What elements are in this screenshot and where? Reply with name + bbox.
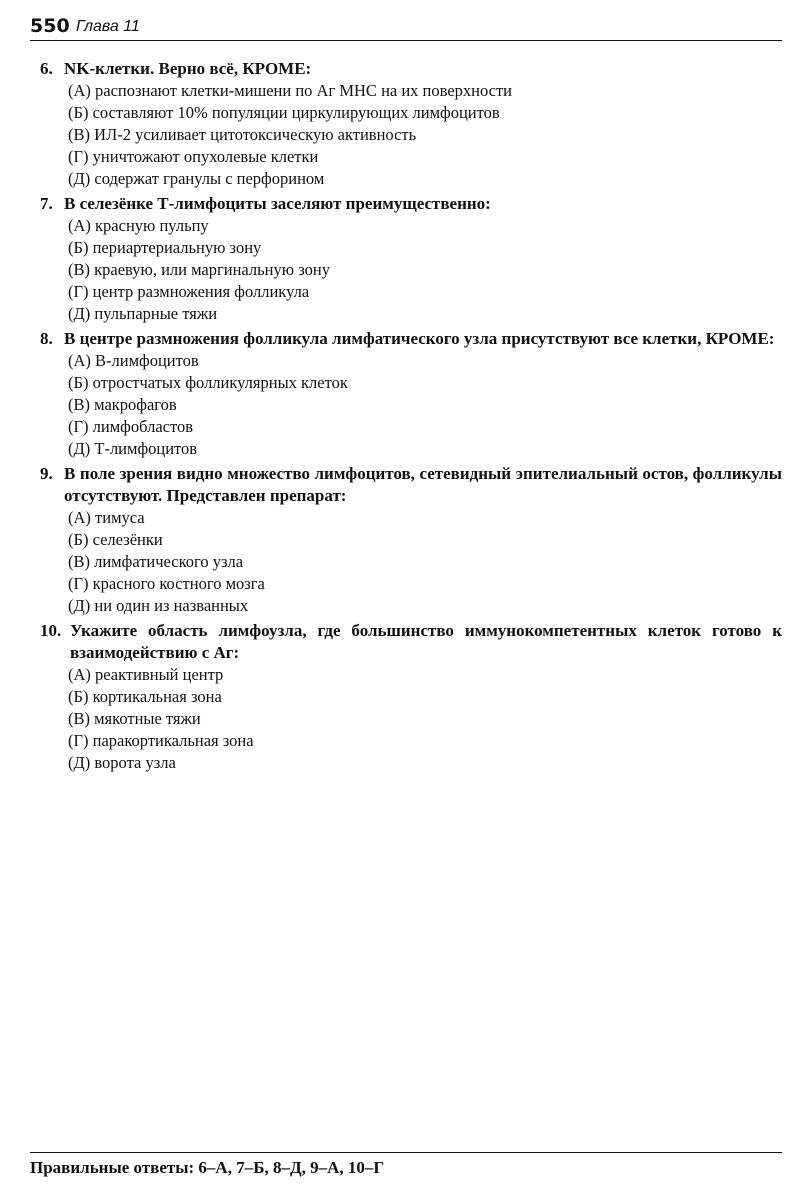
question-number: 7. bbox=[40, 194, 53, 213]
answer-option: (В) мякотные тяжи bbox=[68, 709, 201, 728]
question-10 bbox=[40, 620, 782, 774]
answer-option: (В) краевую, или маргинальную зону bbox=[68, 260, 330, 279]
answer-option: (Д) ни один из названных bbox=[68, 596, 249, 615]
answer-option: (Г) паракортикальная зона bbox=[68, 731, 254, 750]
answer-option: (Д) содержат гранулы с перфорином bbox=[68, 169, 325, 188]
question-9 bbox=[40, 463, 782, 617]
question-text: Укажите область лимфоузла, где большинство иммунокомпетентных клеток готово к взаимодействию с Аг: bbox=[70, 621, 782, 662]
answer-option: (Б) составляют 10% популяции циркулирующих лимфоцитов bbox=[68, 103, 500, 122]
question-number: 9. bbox=[40, 464, 53, 483]
chapter-title: Глава 11 bbox=[76, 18, 140, 35]
answer-option: (Б) кортикальная зона bbox=[68, 687, 222, 706]
answer-option: (В) лимфатического узла bbox=[68, 552, 244, 571]
answer-option: (А) В-лимфоцитов bbox=[68, 351, 199, 370]
question-8 bbox=[40, 328, 782, 460]
answer-option: (А) распознают клетки-мишени по Аг МНС на их поверхности bbox=[68, 81, 513, 100]
answers-footer bbox=[30, 1152, 782, 1179]
answer-option: (А) тимуса bbox=[68, 508, 145, 527]
answer-option: (Б) периартериальную зону bbox=[68, 238, 262, 257]
answer-option: (Б) селезёнки bbox=[68, 530, 163, 549]
answer-option: (Г) красного костного мозга bbox=[68, 574, 265, 593]
correct-answers: Правильные ответы: 6–А, 7–Б, 8–Д, 9–А, 10–Г bbox=[30, 1158, 385, 1177]
page-number: 550 bbox=[30, 15, 70, 37]
answer-option: (Д) ворота узла bbox=[68, 753, 176, 772]
answer-option: (Б) отростчатых фолликулярных клеток bbox=[68, 373, 348, 392]
answer-option: (В) макрофагов bbox=[68, 395, 177, 414]
question-text: NK-клетки. Верно всё, КРОМЕ: bbox=[64, 59, 312, 78]
answer-option: (Д) пульпарные тяжи bbox=[68, 304, 218, 323]
answer-option: (А) реактивный центр bbox=[68, 665, 224, 684]
answer-option: (Г) лимфобластов bbox=[68, 417, 193, 436]
question-number: 8. bbox=[40, 329, 53, 348]
answer-option: (В) ИЛ-2 усиливает цитотоксическую активность bbox=[68, 125, 417, 144]
question-text: В поле зрения видно множество лимфоцитов, сетевидный эпителиальный остов, фолликулы отсутствуют. Представлен препарат: bbox=[64, 464, 782, 505]
question-7 bbox=[40, 193, 782, 325]
answer-option: (Г) уничтожают опухолевые клетки bbox=[68, 147, 319, 166]
answer-option: (Д) Т-лимфоцитов bbox=[68, 439, 198, 458]
answer-option: (Г) центр размножения фолликула bbox=[68, 282, 310, 301]
answer-option: (А) красную пульпу bbox=[68, 216, 209, 235]
question-6 bbox=[40, 58, 782, 190]
question-number: 10. bbox=[40, 621, 62, 640]
question-text: В селезёнке Т-лимфоциты заселяют преимущественно: bbox=[64, 194, 491, 213]
question-number: 6. bbox=[40, 59, 53, 78]
questions-list bbox=[40, 58, 782, 777]
page-header bbox=[30, 14, 782, 41]
question-text: В центре размножения фолликула лимфатического узла присутствуют все клетки, КРОМЕ: bbox=[64, 329, 775, 348]
